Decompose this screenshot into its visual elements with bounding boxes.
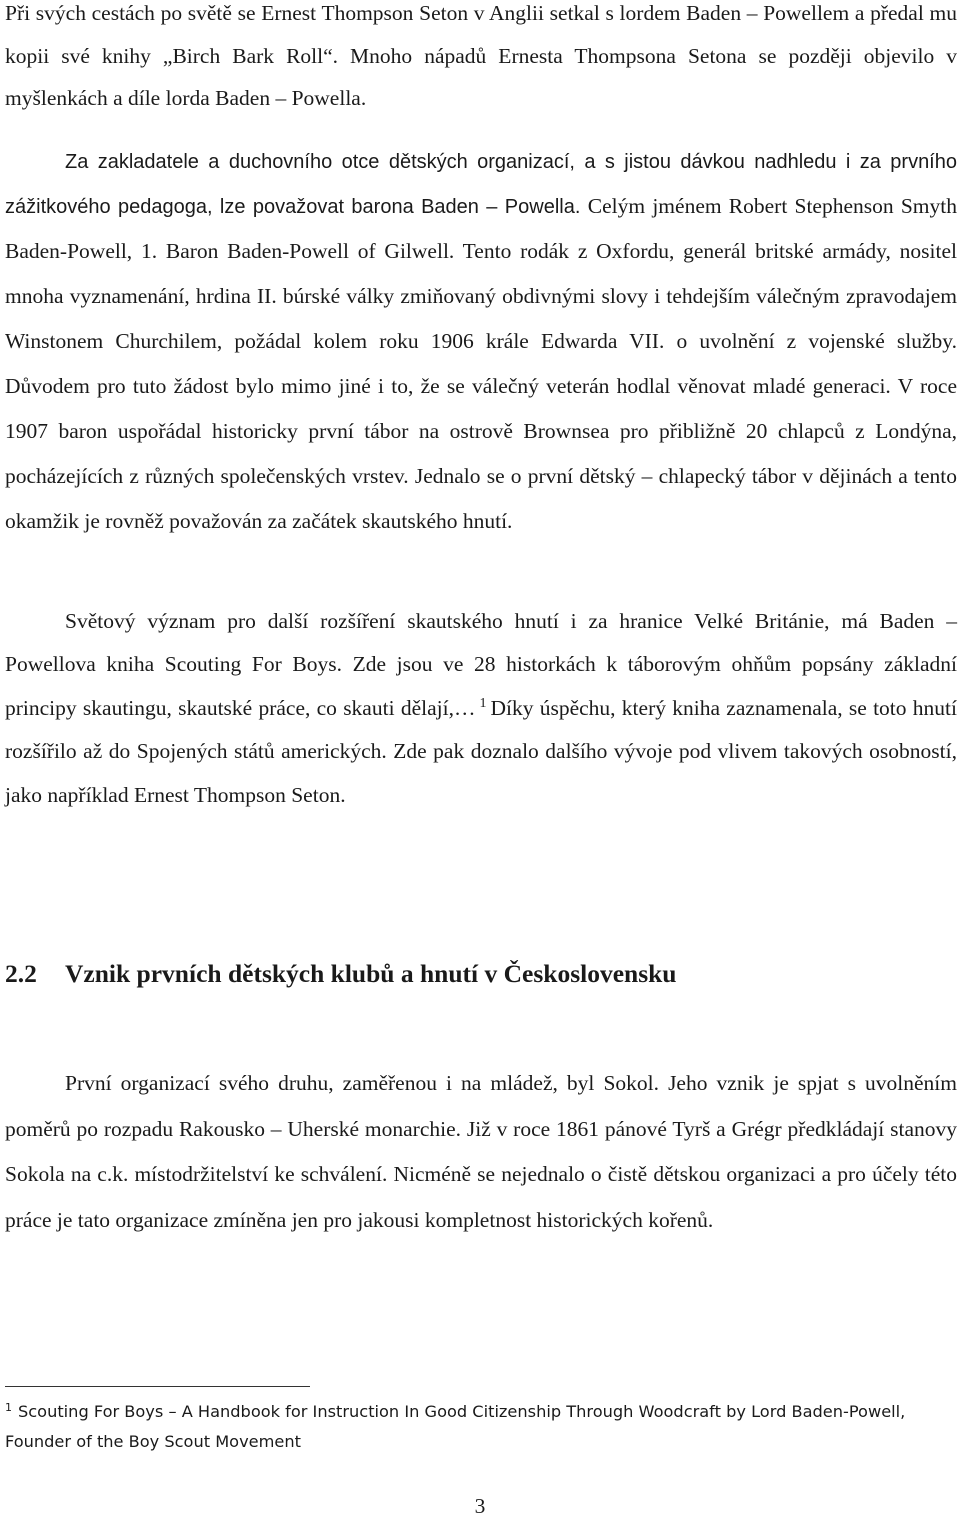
- footnote-reference[interactable]: 1: [479, 695, 487, 711]
- footnote-mark: 1: [5, 1400, 12, 1414]
- paragraph-biography: Celým jménem Robert Stephenson Smyth Baden-Powell, 1. Baron Baden-Powell of Gilwell. Tento rodák z Oxfordu, generál britské armády, nositel mnoha vyznamenání, hrdina II. búrské války zmiňovaný obdivnými slovy i tehdejším válečným zpravodajem Winstonem Churchilem, požádal kolem roku 1906 krále Edwarda VII. o uvolnění z vojenské služby. Důvodem pro tuto žádost bylo mimo jiné i to, že se válečný veterán hodlal věnovat mladé generaci. V roce 1907 baron uspořádal historicky první tábor na ostrově Brownsea pro přibližně 20 chlapců z Londýna, pocházejících z různých společenských vrstev. Jednalo se o první dětský – chlapecký tábor v dějinách a tento okamžik je rovněž považován za začátek skautského hnutí.: [5, 194, 957, 533]
- paragraph-baden-powell: [5, 140, 957, 544]
- section-number: 2.2: [5, 959, 37, 988]
- paragraph-scouting-spread: Díky úspěchu, který kniha zaznamenala, se toto hnutí rozšířilo až do Spojených států amerických. Zde pak doznalo dalšího vývoje pod vlivem takových osobností, jako například Ernest Thompson Seton.: [5, 695, 957, 807]
- page-number: 3: [474, 1494, 486, 1518]
- footnote-text: Scouting For Boys – A Handbook for Instruction In Good Citizenship Through Woodcraft by Lord Baden-Powell, Founder of the Boy Scout Movement: [5, 1402, 906, 1451]
- paragraph-sokol: První organizací svého druhu, zaměřenou i na mládež, byl Sokol. Jeho vznik je spjat s uvolněním poměrů po rozpadu Rakousko – Uherské monarchie. Již v roce 1861 pánové Tyrš a Grégr předkládají stanovy Sokola na c.k. místodržitelství ke schválení. Nicméně se nejednalo o čistě dětskou organizaci a pro účely této práce je tato organizace zmíněna jen pro jakousi kompletnost historických kořenů.: [5, 1071, 957, 1233]
- footnote: [5, 1397, 935, 1457]
- paragraph-founder-sentence: Za zakladatele a duchovního otce dětských organizací, a s jistou dávkou nadhledu i za prvního zážitkového pedagoga, lze považovat barona Baden – Powella.: [5, 151, 957, 218]
- section-heading: [5, 954, 677, 994]
- section-title: Vznik prvních dětských klubů a hnutí v Československu: [65, 959, 677, 988]
- paragraph-scouting-for-boys: [5, 600, 957, 817]
- paragraph-scouting-text: Světový význam pro další rozšíření skautského hnutí i za hranice Velké Británie, má Baden – Powellova kniha Scouting For Boys. Zde jsou ve 28 historkách k táborovým ohňům popsány základní principy skautingu, skautské práce, co skauti dělají,…: [5, 609, 957, 720]
- paragraph-seton-meeting: Při svých cestách po světě se Ernest Thompson Seton v Anglii setkal s lordem Baden – Powellem a předal mu kopii své knihy „Birch Bark Roll“. Mnoho nápadů Ernesta Thompsona Setona se později objevilo v myšlenkách a díle lorda Baden – Powella.: [5, 1, 957, 110]
- footnote-separator: [5, 1386, 310, 1387]
